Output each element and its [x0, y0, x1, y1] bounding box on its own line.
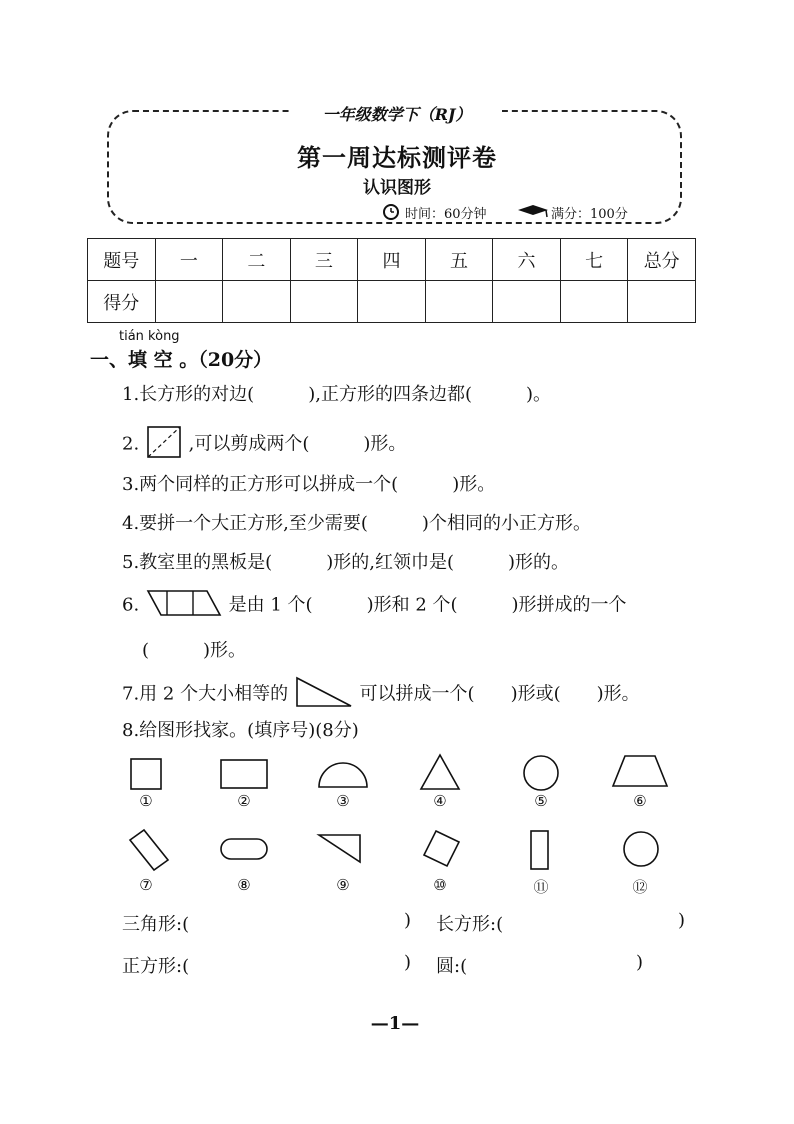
question-6-number: 6.: [122, 594, 140, 616]
rotated-square-shape-icon: [420, 828, 462, 870]
score-input-cell[interactable]: [493, 281, 561, 323]
question-7-text-start: 7.用 2 个大小相等的: [122, 683, 289, 705]
score-table-cell: 总分: [628, 239, 696, 281]
shape-label: ①: [139, 792, 153, 810]
shape-label: ②: [237, 792, 251, 810]
section-pinyin: tián kòng: [119, 329, 180, 344]
shape-label: ⑩: [433, 876, 447, 894]
subject-label: 一年级数学下（RJ）: [292, 102, 502, 125]
tall-rectangle-shape-icon: [528, 828, 552, 872]
score-table-header-row: [88, 239, 696, 281]
answer-close: ): [404, 910, 412, 931]
question-6: [122, 588, 627, 623]
question-5: 5.教室里的黑板是( )形的,红领巾是( )形的。: [122, 552, 569, 573]
score-table: [87, 238, 696, 323]
question-7: [122, 675, 640, 714]
score-input-cell[interactable]: [628, 281, 696, 323]
answer-close: ): [678, 910, 686, 931]
question-2-text: ,可以剪成两个( )形。: [188, 433, 407, 455]
shape-label: ⑤: [534, 792, 548, 810]
right-triangle-icon: [294, 675, 354, 714]
page-subtitle: 认识图形: [363, 178, 431, 198]
question-6-line2: ( )形。: [142, 640, 247, 661]
circle-shape-icon: [621, 829, 661, 869]
right-triangle-shape-icon: [316, 830, 364, 866]
question-2: [122, 425, 406, 464]
score-table-cell: 七: [560, 239, 628, 281]
clock-icon: [380, 202, 402, 224]
tilted-rectangle-shape-icon: [126, 826, 172, 872]
score-table-cell: 三: [290, 239, 358, 281]
full-score: 满分：100分: [548, 203, 631, 222]
question-6-text: 是由 1 个( )形和 2 个( )形拼成的一个: [228, 594, 627, 616]
time-limit: 时间：60分钟: [402, 203, 490, 222]
score-input-cell[interactable]: [223, 281, 291, 323]
shape-label: ⑧: [237, 876, 251, 894]
question-1: 1.长方形的对边( ),正方形的四条边都( )。: [122, 384, 551, 405]
score-table-cell: 五: [425, 239, 493, 281]
score-input-cell[interactable]: [290, 281, 358, 323]
score-table-cell: 六: [493, 239, 561, 281]
shape-label: ⑨: [336, 876, 350, 894]
score-input-cell[interactable]: [560, 281, 628, 323]
triangle-shape-icon: [418, 752, 462, 792]
score-input-cell[interactable]: [155, 281, 223, 323]
score-input-cell[interactable]: [425, 281, 493, 323]
question-2-number: 2.: [122, 433, 140, 455]
semicircle-shape-icon: [316, 760, 370, 790]
shape-label: ④: [433, 792, 447, 810]
shape-label: ⑥: [633, 792, 647, 810]
question-3: 3.两个同样的正方形可以拼成一个( )形。: [122, 474, 496, 495]
square-shape-icon: [128, 756, 164, 792]
answer-square-label: 正方形:(: [122, 956, 190, 977]
shape-label: ③: [336, 792, 350, 810]
diagonal-square-icon: [145, 425, 183, 464]
score-table-cell: 二: [223, 239, 291, 281]
answer-rectangle-label: 长方形:(: [436, 914, 504, 935]
trapezoid-shape-icon: [610, 752, 670, 790]
page-number: —1—: [370, 1013, 420, 1034]
rectangle-shape-icon: [218, 756, 270, 792]
answer-circle-label: 圆:(: [436, 956, 468, 977]
answer-close: ): [404, 952, 412, 973]
score-table-cell: 得分: [88, 281, 156, 323]
graduation-cap-icon: [516, 203, 550, 223]
score-table-cell: 题号: [88, 239, 156, 281]
shape-label: ⑫: [632, 878, 648, 896]
section-title: 一、填 空 。（20分）: [90, 349, 273, 371]
answer-close: ): [636, 952, 644, 973]
question-7-text-end: 可以拼成一个( )形或( )形。: [359, 683, 640, 705]
shape-label: ⑦: [139, 876, 153, 894]
score-input-cell[interactable]: [358, 281, 426, 323]
shape-label: ⑪: [533, 878, 549, 896]
answer-triangle-label: 三角形:(: [122, 914, 190, 935]
circle-shape-icon: [521, 753, 561, 793]
score-table-cell: 四: [358, 239, 426, 281]
question-4: 4.要拼一个大正方形,至少需要( )个相同的小正方形。: [122, 513, 591, 534]
score-table-cell: 一: [155, 239, 223, 281]
trapezoid-composite-icon: [145, 588, 223, 623]
page-title: 第一周达标测评卷: [297, 143, 497, 172]
question-8: 8.给图形找家。(填序号)(8分): [122, 720, 359, 741]
score-table-score-row: [88, 281, 696, 323]
rounded-rectangle-shape-icon: [218, 836, 270, 862]
